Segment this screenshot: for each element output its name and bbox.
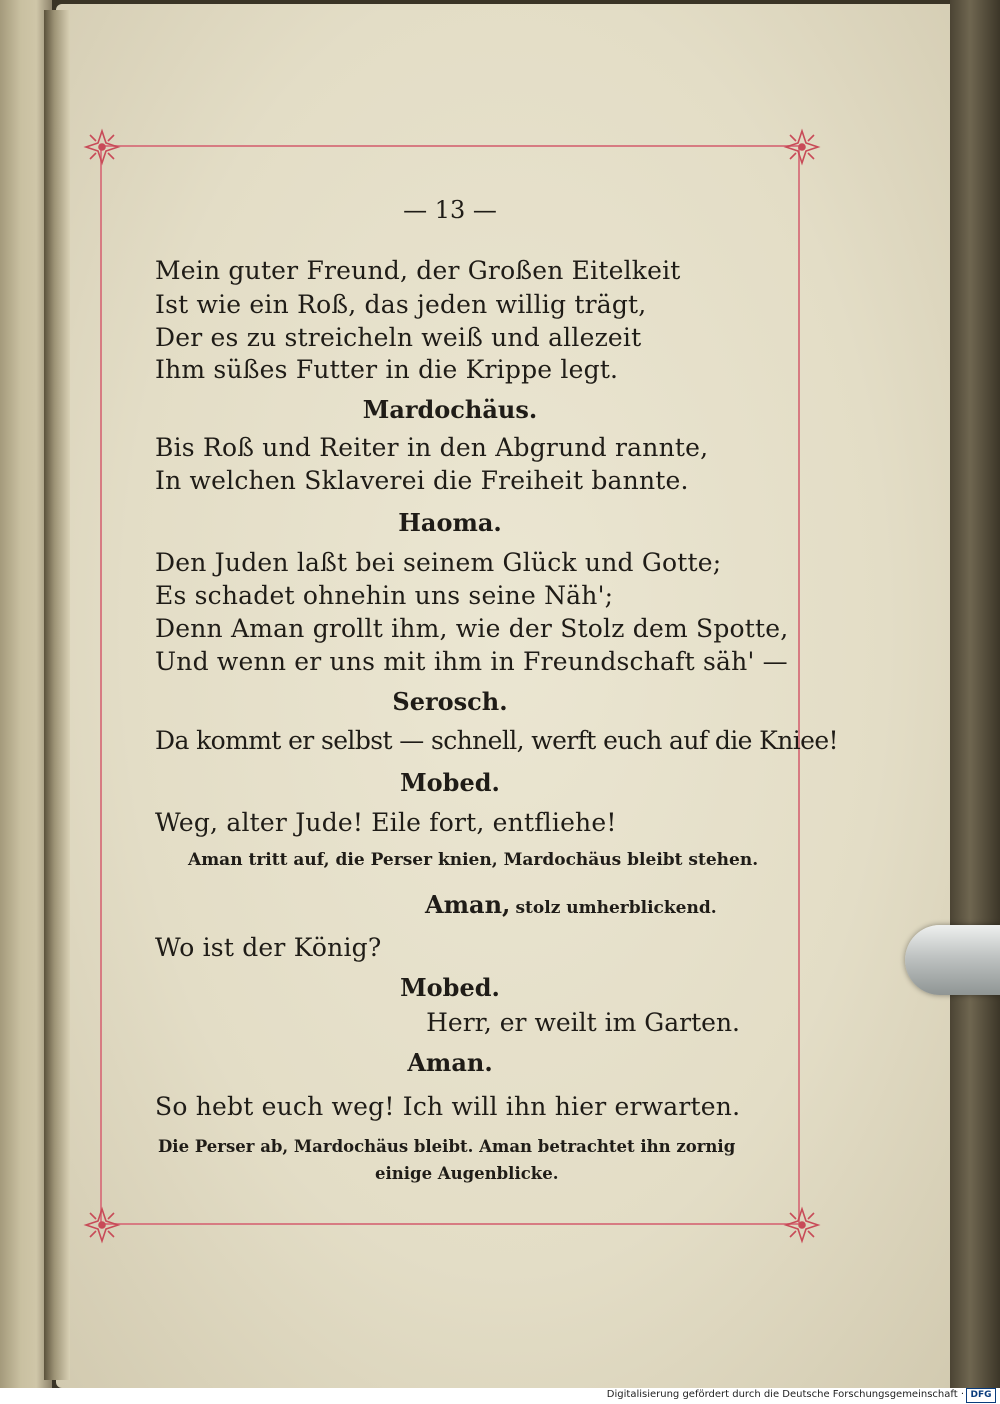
verse-line: Den Juden laßt bei seinem Glück und Gotte; (155, 548, 722, 577)
verse-line: Weg, alter Jude! Eile fort, entfliehe! (155, 808, 617, 837)
speaker-name: Serosch. (392, 687, 508, 716)
verse-line: Da kommt er selbst — schnell, werft euch auf die Kniee! (155, 726, 838, 755)
stage-direction: einige Augenblicke. (375, 1164, 559, 1183)
page-holder-clip (905, 925, 1000, 995)
verse-line: Der es zu streicheln weiß und allezeit (155, 323, 642, 352)
speaker-name: Aman. (407, 1048, 493, 1077)
corner-ornament-icon (782, 127, 822, 167)
verse-line: Herr, er weilt im Garten. (426, 1008, 740, 1037)
corner-ornament-icon (782, 1205, 822, 1245)
verse-line: Ihm süßes Futter in die Krippe legt. (155, 355, 619, 384)
speaker-name: Mobed. (400, 768, 500, 797)
speaker-name: Haoma. (398, 508, 502, 537)
verse-line: Denn Aman grollt ihm, wie der Stolz dem Spotte, (155, 614, 789, 643)
dfg-logo: DFG (966, 1388, 996, 1403)
verse-line: Mein guter Freund, der Großen Eitelkeit (155, 256, 681, 285)
verse-line: Bis Roß und Reiter in den Abgrund rannte, (155, 433, 709, 462)
book-cover-edge (950, 0, 1000, 1388)
stage-direction: Aman tritt auf, die Perser knien, Mardochäus bleibt stehen. (188, 850, 759, 870)
corner-ornament-icon (82, 127, 122, 167)
verse-line: In welchen Sklaverei die Freiheit bannte. (155, 466, 689, 495)
funding-notice: Digitalisierung gefördert durch die Deutsche Forschungsgemeinschaft · (606, 1389, 964, 1400)
verse-line: So hebt euch weg! Ich will ihn hier erwarten. (155, 1092, 741, 1121)
corner-ornament-icon (82, 1205, 122, 1245)
speaker-name: Mobed. (400, 973, 500, 1002)
speaker-with-direction (425, 890, 717, 919)
verse-line: Ist wie ein Roß, das jeden willig trägt, (155, 290, 647, 319)
stage-direction: stolz umherblickend. (515, 898, 717, 918)
verse-line: Und wenn er uns mit ihm in Freundschaft säh' — (155, 647, 788, 676)
speaker-name: Aman, (425, 890, 511, 919)
verse-line: Es schadet ohnehin uns seine Näh'; (155, 581, 614, 610)
speaker-name: Mardochäus. (362, 395, 538, 424)
book-gutter (44, 10, 70, 1380)
verse-line: Wo ist der König? (155, 933, 382, 962)
stage-direction: Die Perser ab, Mardochäus bleibt. Aman betrachtet ihn zornig (158, 1137, 736, 1156)
page-number: — 13 — (403, 196, 497, 224)
